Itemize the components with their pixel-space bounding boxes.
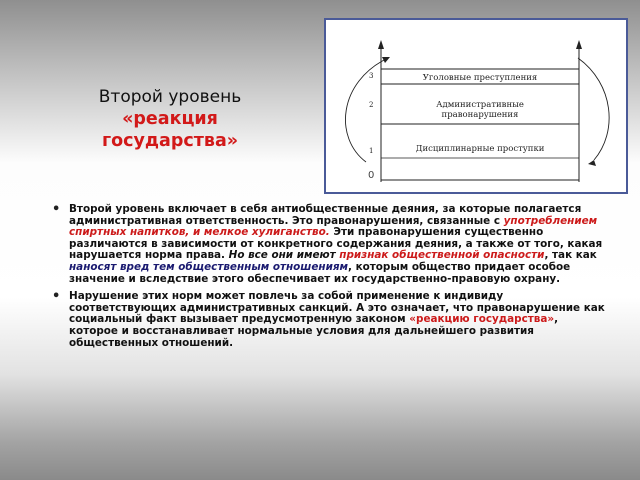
right-curved-arrowhead [588, 160, 596, 166]
title-accent: «реакция государства» [101, 109, 239, 151]
right-curved-arrow [578, 58, 609, 160]
levels-diagram [324, 18, 628, 194]
p1-highlight-harm: наносят вред тем общественным отношениям [69, 260, 349, 273]
p1-text-c: Эти правонарушения существенно различаются в зависимости от конкретного содержания деяния, а также от того, какая нарушается норма права. [69, 226, 603, 262]
p1-highlight-danger: признак общественной опасности [339, 249, 545, 262]
level-3-number: 3 [369, 72, 374, 80]
p1-highlight-alcohol: употреблением спиртных напитков, и мелкое хулиганство. [69, 214, 598, 239]
p1-text-f: , так как [544, 249, 597, 262]
p2-text-a: Нарушение этих норм может повлечь за собой применение к индивиду соответствующих административных санкций. А это означает, что правонарушение как социальный факт вызывает предусмотренную законом [69, 290, 605, 326]
p1-text-a: Второй уровень включает в себя антиобщественные деяния, за которые полагается административная ответственность. Это правонарушения, связанные с [69, 203, 582, 227]
levels-diagram-svg [326, 20, 626, 192]
slide-title [68, 86, 272, 152]
p2-highlight-reaction: «реакцию государства» [409, 313, 555, 326]
level-3-label: Уголовные преступления [422, 73, 538, 83]
level-2-label-line2: правонарушения [441, 110, 519, 120]
p1-text-h: , которым общество придает особое значение и вследствие этого обеспечивает их государственно-правовую охрану. [69, 260, 571, 285]
level-2-number: 2 [369, 101, 374, 109]
left-curved-arrow [345, 58, 388, 162]
level-1-label: Дисциплинарные проступки [415, 144, 545, 154]
bullet-item-2 [52, 291, 608, 349]
zero-label: 0 [368, 170, 375, 181]
bullet-item-1 [52, 204, 608, 285]
level-1-number: 1 [369, 147, 374, 155]
left-axis-arrowhead [378, 40, 384, 49]
title-line: Второй уровень [98, 87, 242, 107]
p1-text-d: Но все они имеют [228, 249, 340, 262]
p2-text-c: , которое и восстанавливает нормальные условия для дальнейшего развития общественных отношений. [69, 313, 559, 349]
body-bullets [52, 204, 608, 355]
right-axis-arrowhead [576, 40, 582, 49]
level-2-label-line1: Административные [436, 100, 524, 110]
